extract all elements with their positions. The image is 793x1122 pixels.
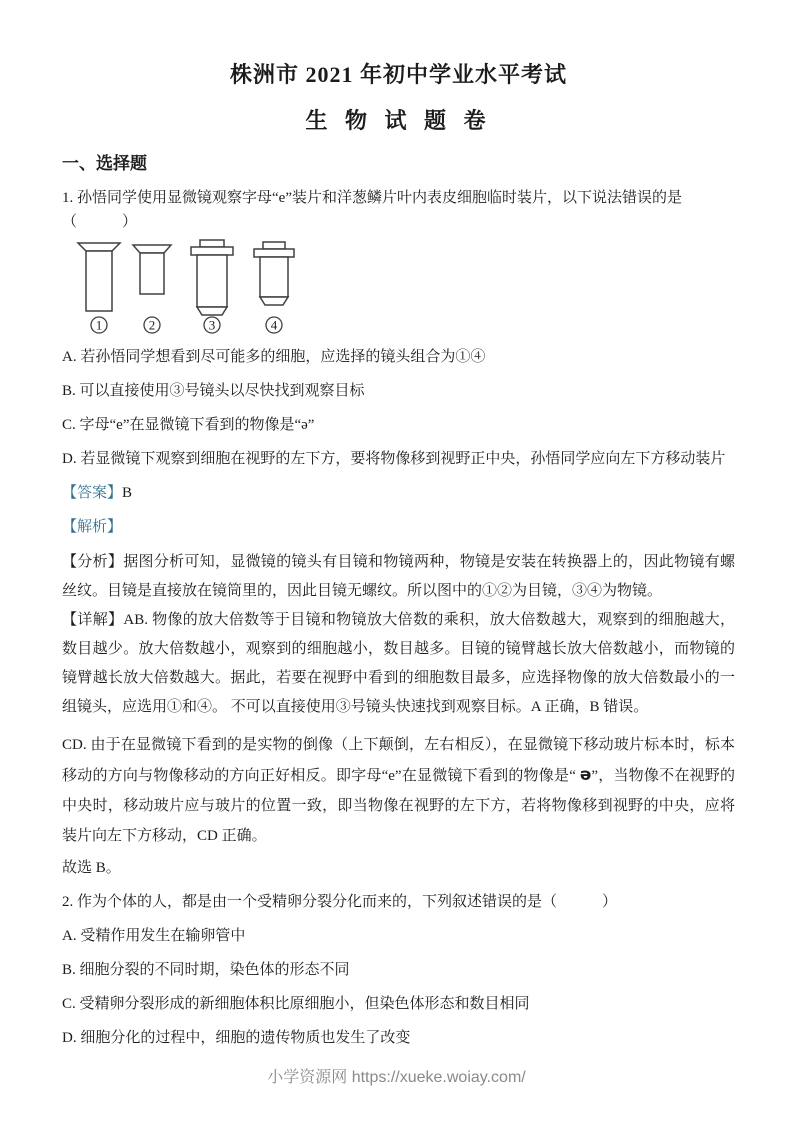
detail-ab-text: AB. 物像的放大倍数等于目镜和物镜放大倍数的乘积，放大倍数越大，观察到的细胞越大，数目越少。放大倍数越小，观察到的细胞越小，数目越多。目镜的镜臂越长放大倍数越小，而物镜的镜臂越长放大倍数越大。据此，若要在视野中看到的细胞数目最多，应选择物像的放大倍数最小的一组镜头，应选用①和④。 不可以直接使用③号镜头快速找到观察目标。A 正确，B 错误。 [62,612,735,715]
lens-figure-svg [74,238,324,334]
exam-subtitle: 生 物 试 题 卷 [305,108,492,133]
answer-tag: 【答案】 [62,485,123,501]
analysis-paragraph [62,548,735,606]
question-2-stem: 2. 作为个体的人，都是由一个受精卵分裂分化而来的，下列叙述错误的是（ ） [62,894,618,910]
detail-cd-text-post: ”，当物像不在视野的中央时，移动玻片应与玻片的位置一致，即当物像在视野的左下方，若将物像移到视野的中央，应将装片向左下方移动，CD 正确。 [62,768,735,844]
schwa-character: ə [579,765,592,785]
question-2-option-d: D. 细胞分化的过程中，细胞的遗传物质也发生了改变 [62,1030,411,1046]
detail-tag: 【详解】 [62,612,124,628]
explanation-line [62,517,735,538]
answer-line [62,483,735,504]
eyepiece-long-drawing [78,243,120,311]
conclusion-line: 故选 B。 [62,860,121,876]
circled-number-1: 1 [95,317,103,333]
answer-value: B [122,485,133,501]
lens-figure [74,238,735,334]
question-1-option-d: D. 若显微镜下观察到细胞在视野的左下方，要将物像移到视野正中央，孙悟同学应向左下方移动装片 [62,451,726,467]
question-1-option-b: B. 可以直接使用③号镜头以尽快找到观察目标 [62,383,365,399]
exam-title: 株洲市 2021 年初中学业水平考试 [229,62,567,87]
question-1-option-c: C. 字母“e”在显微镜下看到的物像是“ə” [62,417,315,433]
detail-cd-text-pre: CD. 由于在显微镜下看到的是实物的倒像（上下颠倒，左右相反），在显微镜下移动玻片标本时，标本移动的方向与物像移动的方向正好相反。即字母“e”在显微镜下看到的物像是“ [62,737,735,784]
explanation-tag: 【解析】 [62,519,123,535]
question-2-option-b: B. 细胞分裂的不同时期，染色体的形态不同 [62,962,350,978]
section-heading: 一、选择题 [62,154,147,173]
question-1-option-a: A. 若孙悟同学想看到尽可能多的细胞，应选择的镜头组合为①④ [62,349,486,365]
question-2-option-a: A. 受精作用发生在输卵管中 [62,928,246,944]
detail-paragraph-ab [62,606,735,722]
figure-label-3 [204,317,220,333]
question-2-option-c: C. 受精卵分裂形成的新细胞体积比原细胞小，但染色体形态和数目相同 [62,996,530,1012]
analysis-text: 据图分析可知，显微镜的镜头有目镜和物镜两种，物镜是安装在转换器上的，因此物镜有螺丝纹。目镜是直接放在镜筒里的，因此目镜无螺纹。所以图中的①②为目镜，③④为物镜。 [62,554,735,599]
objective-short-drawing [254,242,294,305]
eyepiece-short-drawing [133,245,171,294]
footer-site-link[interactable]: 小学资源网 https://xueke.woiay.com/ [267,1069,526,1086]
circled-number-2: 2 [148,317,156,333]
figure-label-2 [144,317,160,333]
figure-label-4 [266,317,282,333]
objective-long-drawing [191,240,233,315]
analysis-tag: 【分析】 [62,554,124,570]
figure-label-1 [91,317,107,333]
question-1-stem: 1. 孙悟同学使用显微镜观察字母“e”装片和洋葱鳞片叶内表皮细胞临时装片，以下说法错误的是（ ） [62,190,682,230]
detail-paragraph-cd [62,730,735,851]
circled-number-4: 4 [270,317,278,333]
circled-number-3: 3 [208,317,216,333]
